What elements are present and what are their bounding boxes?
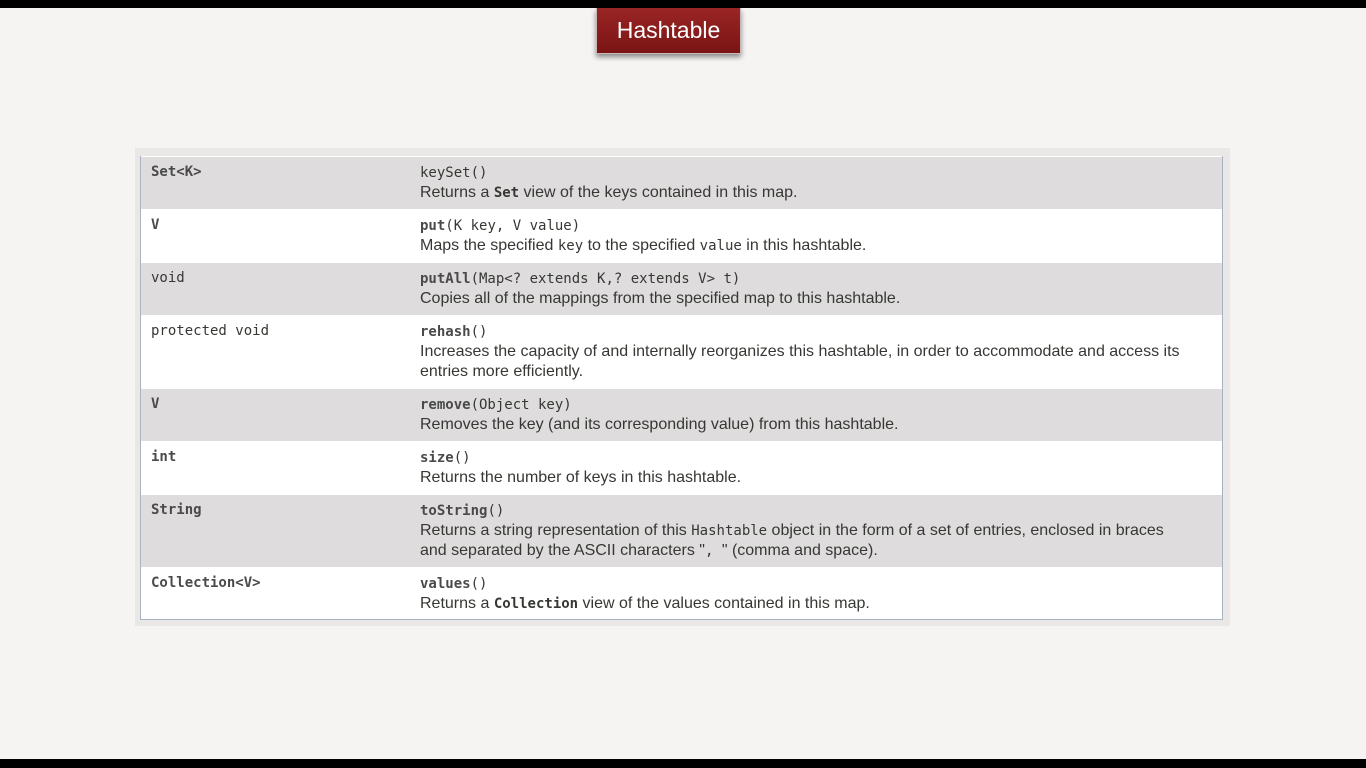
method-cell bbox=[410, 495, 1222, 566]
method-signature: toString() bbox=[420, 503, 505, 519]
method-description: Returns a string representation of this Hashtable object in the form of a set of entries, enclosed in braces and separated by the ASCII characters ", " (comma and space). bbox=[420, 522, 1164, 559]
return-type: V bbox=[151, 396, 160, 412]
return-type: int bbox=[151, 449, 177, 465]
method-signature: put(K key, V value) bbox=[420, 218, 581, 234]
method-cell bbox=[410, 389, 1222, 440]
table-row bbox=[141, 388, 1222, 441]
return-type: V bbox=[151, 217, 160, 233]
method-cell bbox=[410, 316, 1222, 387]
table-row bbox=[141, 262, 1222, 315]
method-signature: remove(Object key) bbox=[420, 397, 572, 413]
return-type: void bbox=[151, 270, 185, 286]
method-description: Returns a Collection view of the values contained in this map. bbox=[420, 595, 870, 612]
method-description: Returns a Set view of the keys contained in this map. bbox=[420, 184, 798, 201]
method-signature: values() bbox=[420, 576, 488, 592]
method-description: Maps the specified key to the specified value in this hashtable. bbox=[420, 237, 867, 254]
table-row bbox=[141, 315, 1222, 388]
method-description: Removes the key (and its corresponding value) from this hashtable. bbox=[420, 416, 899, 433]
return-type: Set<K> bbox=[151, 164, 202, 180]
method-description: Copies all of the mappings from the specified map to this hashtable. bbox=[420, 290, 901, 307]
slide-title: Hashtable bbox=[596, 8, 741, 54]
method-cell bbox=[410, 263, 1222, 314]
return-type: String bbox=[151, 502, 202, 518]
method-signature: size() bbox=[420, 450, 471, 466]
table-row bbox=[141, 441, 1222, 494]
method-cell bbox=[410, 157, 1222, 208]
table-row bbox=[141, 209, 1222, 262]
return-type: Collection<V> bbox=[151, 575, 261, 591]
method-signature: keySet() bbox=[420, 165, 488, 181]
method-signature: rehash() bbox=[420, 324, 488, 340]
method-cell bbox=[410, 210, 1222, 261]
method-description: Returns the number of keys in this hashtable. bbox=[420, 469, 742, 486]
slide bbox=[0, 8, 1366, 759]
method-summary-table bbox=[140, 156, 1223, 620]
table-row bbox=[141, 567, 1222, 619]
table-row bbox=[141, 156, 1222, 209]
method-cell bbox=[410, 568, 1222, 619]
method-signature: putAll(Map<? extends K,? extends V> t) bbox=[420, 271, 741, 287]
method-cell bbox=[410, 442, 1222, 493]
method-description: Increases the capacity of and internally reorganizes this hashtable, in order to accommodate and access its entries more efficiently. bbox=[420, 343, 1180, 380]
table-row bbox=[141, 494, 1222, 567]
return-type: protected void bbox=[151, 323, 270, 339]
